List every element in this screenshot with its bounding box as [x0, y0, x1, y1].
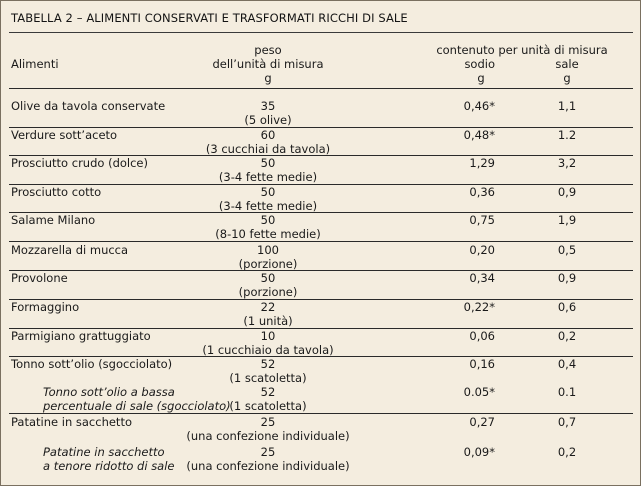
row-sale: 0,9 — [557, 185, 577, 199]
row-sale: 0,2 — [557, 445, 577, 459]
row-sodio: 1,29 — [469, 156, 495, 170]
row-food-name: Provolone — [11, 271, 68, 285]
row-food-name-line2: a tenore ridotto di sale — [43, 459, 175, 473]
row-food-name: Verdure sott’aceto — [11, 128, 118, 142]
row-sodio: 0,06 — [469, 329, 495, 343]
row-sodio: 0,09* — [463, 445, 495, 459]
row-sodio: 0,48* — [463, 128, 495, 142]
row-sodio: 0,20 — [469, 243, 495, 257]
row-food-name: Olive da tavola conservate — [11, 99, 166, 113]
row-peso: 100 — [257, 243, 279, 257]
row-sale: 1.2 — [557, 128, 577, 142]
row-portion: (porzione) — [238, 257, 298, 271]
row-sodio: 0,16 — [469, 357, 495, 371]
row-peso: 50 — [260, 156, 276, 170]
row-peso: 52 — [260, 357, 276, 371]
header-alimenti: Alimenti — [11, 57, 59, 71]
row-sodio: 0,34 — [469, 271, 495, 285]
row-sale: 0,7 — [557, 415, 577, 429]
row-sale: 0,2 — [557, 329, 577, 343]
row-food-name: Patatine in sacchetto — [11, 415, 132, 429]
row-peso: 22 — [260, 300, 276, 314]
row-food-name: Prosciutto crudo (dolce) — [11, 156, 148, 170]
row-food-name-line2: percentuale di sale (sgocciolato) — [43, 399, 231, 413]
row-sodio: 0,22* — [463, 300, 495, 314]
header-peso-unit: g — [264, 71, 272, 85]
row-peso: 50 — [260, 185, 276, 199]
header-peso-line2: dell’unità di misura — [212, 57, 324, 71]
row-food-name-line1: Tonno sott’olio a bassa — [43, 385, 175, 399]
row-food-name: Prosciutto cotto — [11, 185, 102, 199]
row-sodio: 0,36 — [469, 185, 495, 199]
row-peso: 25 — [260, 445, 276, 459]
row-portion: (3-4 fette medie) — [218, 170, 318, 184]
row-peso: 60 — [260, 128, 276, 142]
header-sale-unit: g — [563, 71, 571, 85]
row-portion: (1 scatoletta) — [229, 371, 307, 385]
row-food-name: Tonno sott’olio (sgocciolato) — [11, 357, 173, 371]
row-sodio: 0,46* — [463, 99, 495, 113]
row-portion: (porzione) — [238, 285, 298, 299]
row-food-name: Salame Milano — [11, 213, 96, 227]
header-contenuto: contenuto per unità di misura — [436, 43, 608, 57]
row-portion: (5 olive) — [244, 113, 292, 127]
row-peso: 10 — [260, 329, 276, 343]
row-sale: 0,6 — [557, 300, 577, 314]
row-food-name: Formaggino — [11, 300, 80, 314]
row-portion: (una confezione individuale) — [186, 429, 350, 443]
header-sale: sale — [555, 57, 579, 71]
row-sale: 0,4 — [557, 357, 577, 371]
row-portion: (1 unità) — [243, 314, 293, 328]
row-rule — [9, 212, 633, 213]
row-peso: 50 — [260, 213, 276, 227]
row-peso: 52 — [260, 385, 276, 399]
row-portion: (una confezione individuale) — [186, 459, 350, 473]
header-sodio: sodio — [464, 57, 495, 71]
row-food-name: Parmigiano grattuggiato — [11, 329, 151, 343]
row-sodio: 0,27 — [469, 415, 495, 429]
row-portion: (3-4 fette medie) — [218, 199, 318, 213]
row-peso: 35 — [260, 99, 276, 113]
row-food-name-line1: Patatine in sacchetto — [43, 445, 165, 459]
row-sodio: 0,75 — [469, 213, 495, 227]
title-rule — [9, 32, 633, 33]
row-sale: 1,9 — [557, 213, 577, 227]
row-food-name: Mozzarella di mucca — [11, 243, 129, 257]
header-sodio-unit: g — [477, 71, 485, 85]
row-portion: (3 cucchiai da tavola) — [205, 142, 331, 156]
row-sale: 1,1 — [557, 99, 577, 113]
row-rule — [9, 241, 633, 242]
row-sodio: 0.05* — [463, 385, 495, 399]
row-rule — [9, 270, 633, 271]
row-rule — [9, 184, 633, 185]
header-peso-line1: peso — [254, 43, 282, 57]
row-sale: 0,5 — [557, 243, 577, 257]
row-portion: (1 scatoletta) — [229, 399, 307, 413]
row-portion: (8-10 fette medie) — [215, 227, 321, 241]
row-sale: 3,2 — [557, 156, 577, 170]
row-rule — [9, 299, 633, 300]
row-peso: 50 — [260, 271, 276, 285]
row-sale: 0,9 — [557, 271, 577, 285]
row-sale: 0.1 — [557, 385, 577, 399]
header-rule — [9, 88, 633, 89]
row-rule — [9, 413, 633, 414]
row-portion: (1 cucchiaio da tavola) — [202, 343, 334, 357]
table-title: TABELLA 2 – ALIMENTI CONSERVATI E TRASFORMATI RICCHI DI SALE — [11, 11, 408, 25]
row-peso: 25 — [260, 415, 276, 429]
